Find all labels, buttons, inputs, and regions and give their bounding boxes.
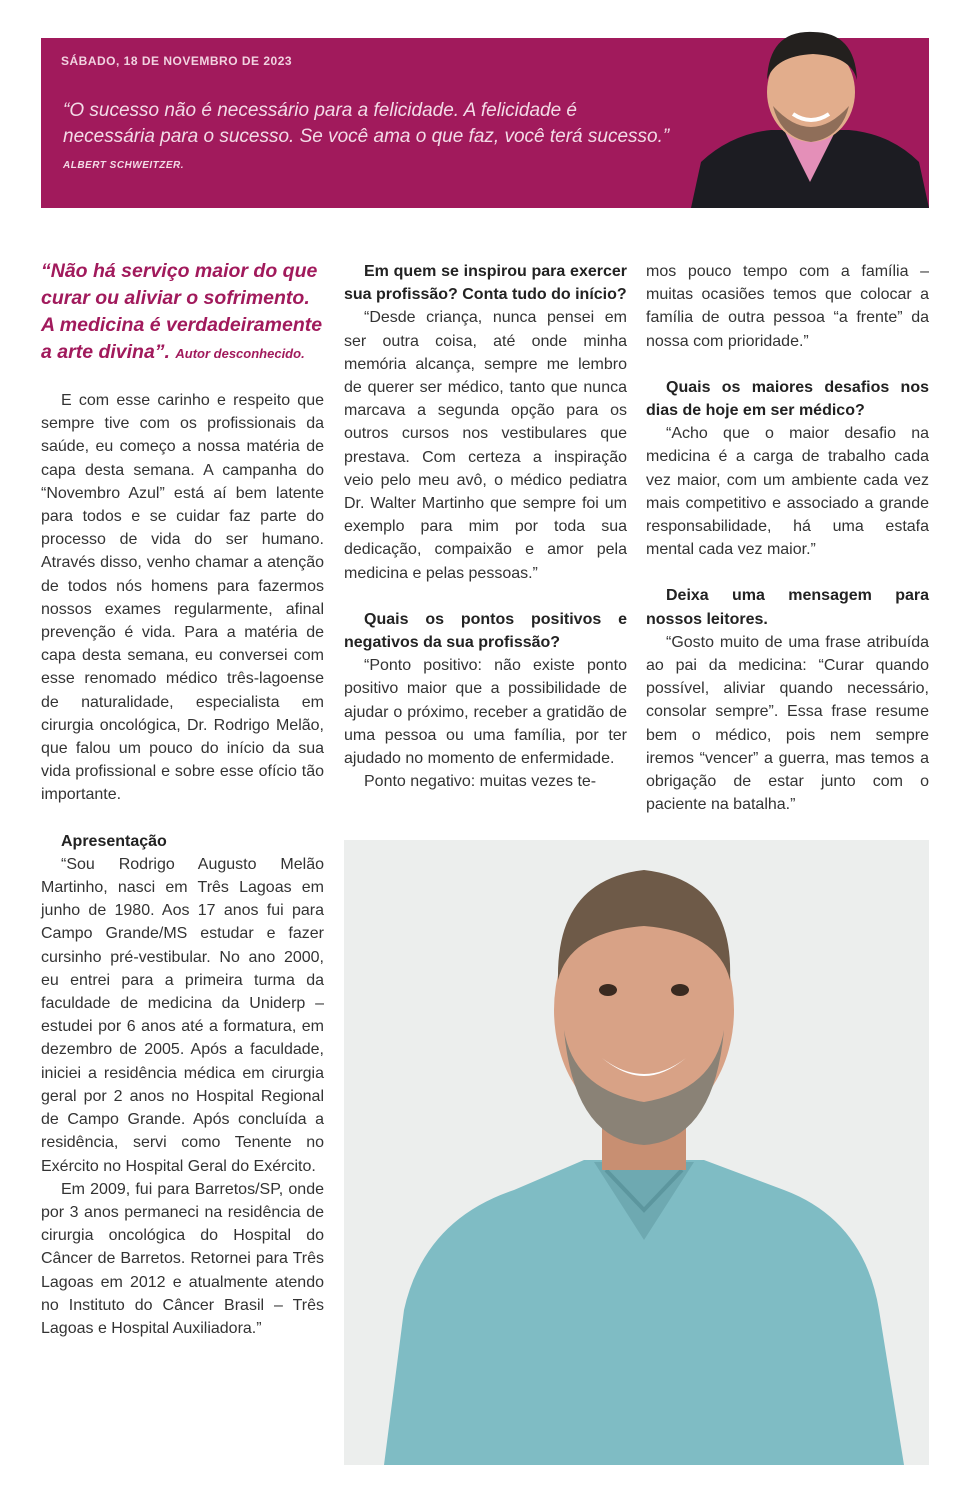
question-3: Quais os maiores desafios nos dias de hoje em ser médico?: [646, 378, 929, 420]
pull-quote-text: “Não há serviço maior do que curar ou aliviar o sofrimento. A medicina é verdadeiramente a arte divina”.: [41, 260, 323, 363]
question-4: Deixa uma mensagem para nossos leitores.: [646, 587, 929, 628]
answer-4: “Gosto muito de uma frase atribuída ao pai da medicina: “Curar quando possível, aliviar quando necessário, consolar sempre”. Essa frase resume bem o médico, pois nem sempre iremos “vencer” a guerra, mas temos a obrigação de estar junto com o paciente na batalha.”: [646, 633, 929, 814]
question-2: Quais os pontos positivos e negativos da sua profissão?: [344, 610, 627, 652]
question-1: Em quem se inspirou para exercer sua profissão? Conta tudo do início?: [344, 263, 627, 304]
header-quote: [63, 98, 673, 179]
header-banner: [41, 38, 929, 208]
quote-author: ALBERT SCHWEITZER.: [63, 160, 185, 171]
column-2: [344, 260, 627, 793]
answer-2-end: mos pouco tempo com a família – muitas ocasiões temos que colocar a família de outra pessoa “a frente” da nossa com prioridade.”: [646, 263, 929, 350]
intro-paragraph: E com esse carinho e respeito que sempre tive com os profissionais da saúde, eu começo a nossa matéria de capa desta semana. A campanha do “Novembro Azul” está aí bem latente para todos e se cuidar faz parte do processo de vida do ser humano. Através disso, venho chamar a atenção de todos nós homens para fazermos nossos exames regularmente, afinal prevenção é vida. Para a matéria de capa desta semana, eu conversei com esse renomado médico três-lagoense de naturalidade, especialista em cirurgia oncológica, Dr. Rodrigo Melão, que falou um pouco do início da sua vida profissional e sobre esse ofício tão importante.: [41, 392, 324, 804]
answer-1: “Desde criança, nunca pensei em ser outra coisa, até onde minha memória alcança, sempre me lembro de querer ser médico, tanto que nunca marcava a segunda opção para os outros cursos nos vestibulares que prestava. Com certeza a inspiração veio pelo meu avô, o médico pediatra Dr. Walter Martinho que sempre foi um exemplo para mim por toda sua dedicação, compaixão e amor pela medicina e pelas pessoas.”: [344, 309, 627, 582]
pull-quote: [41, 258, 324, 367]
column-3: [646, 260, 929, 816]
quote-text: “O sucesso não é necessário para a felicidade. A felicidade é necessária para o sucesso. Se você ama o que faz, você terá sucesso.”: [63, 100, 670, 147]
pull-quote-author: Autor desconhecido.: [175, 346, 305, 361]
section-heading: Apresentação: [61, 832, 167, 850]
column-1: [41, 258, 324, 1340]
issue-date: SÁBADO, 18 DE NOVEMBRO DE 2023: [61, 54, 293, 68]
columnist-photo: [691, 22, 929, 208]
doctor-photo: [344, 840, 929, 1465]
answer-3: “Acho que o maior desafio na medicina é a carga de trabalho cada vez maior, com um ambiente cada vez mais competitivo e associado a grande responsabilidade, há uma estafa mental cada vez maior.”: [646, 425, 929, 559]
answer-2: “Ponto positivo: não existe ponto positivo maior que a possibilidade de ajudar o próximo, receber a gratidão de uma pessoa ou uma família, por ter ajudado no momento de enfermidade.: [344, 657, 627, 768]
presentation-paragraph-2: Em 2009, fui para Barretos/SP, onde por 3 anos permaneci na residência de cirurgia oncológica do Hospital do Câncer de Barretos. Retornei para Três Lagoas em 2012 e atualmente atendo no Instituto do Câncer Brasil – Três Lagoas e Hospital Auxiliadora.”: [41, 1180, 324, 1337]
presentation-paragraph-1: “Sou Rodrigo Augusto Melão Martinho, nasci em Três Lagoas em junho de 1980. Aos 17 anos fui para Campo Grande/MS estudar e fazer cursinho pré-vestibular. No ano 2000, eu entrei para a primeira turma da faculdade de medicina da Uniderp – estudei por 6 anos até a formatura, em dezembro de 2005. Após a faculdade, iniciei a residência médica em cirurgia geral por 2 anos no Hospital Regional de Campo Grande. Após concluída a residência, servi como Tenente no Exército no Hospital Geral do Exército.: [41, 855, 324, 1175]
answer-2-continued: Ponto negativo: muitas vezes te-: [364, 773, 597, 791]
